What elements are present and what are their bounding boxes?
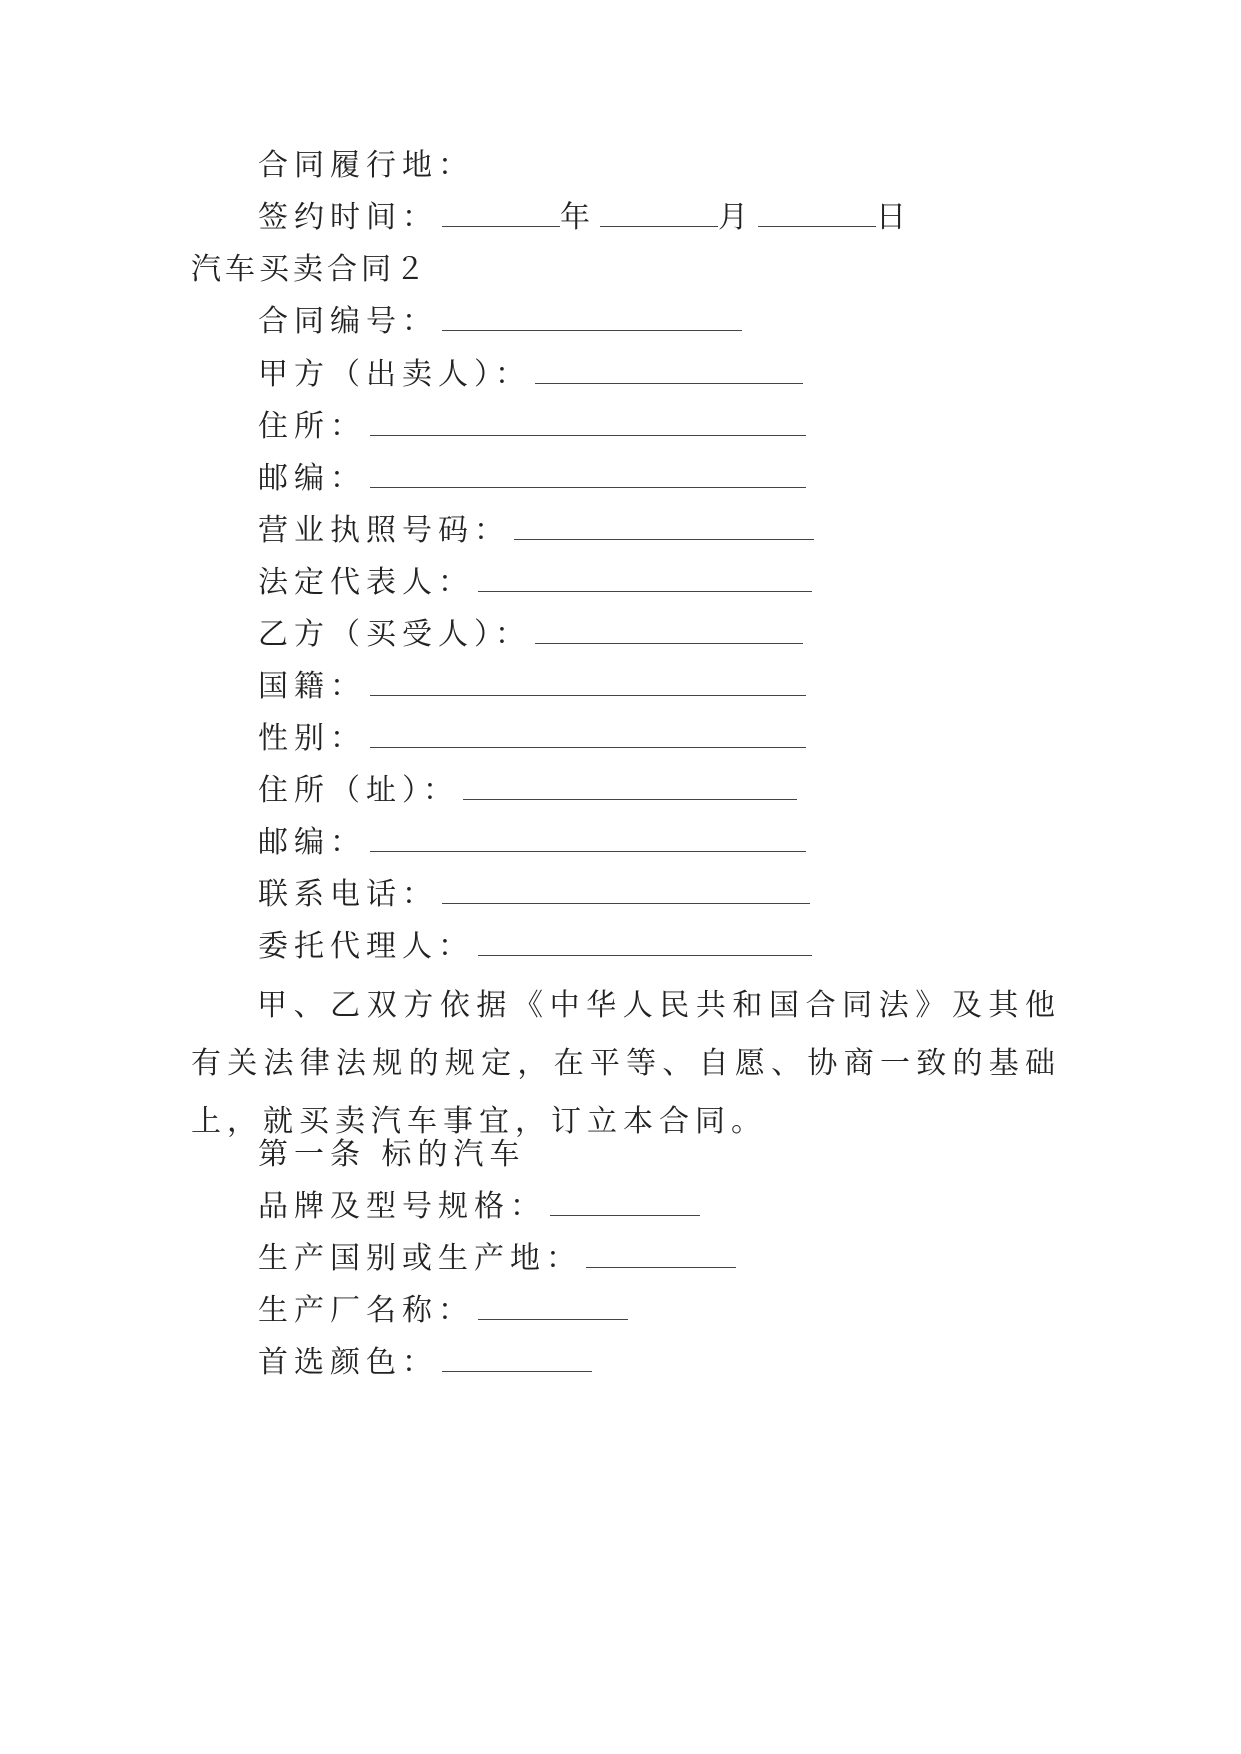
party-a-address-line [258,407,806,447]
party-b-postcode-label: 邮编： [258,825,366,860]
contract-no-blank[interactable] [442,302,742,331]
gender-line [258,719,806,759]
party-b-postcode-blank[interactable] [370,823,806,852]
origin-label: 生产国别或生产地： [258,1241,582,1276]
business-license-label: 营业执照号码： [258,513,510,548]
signing-month-blank[interactable] [600,198,718,227]
origin-line [258,1239,736,1279]
business-license-line [258,511,814,551]
agent-blank[interactable] [478,927,812,956]
nationality-blank[interactable] [370,667,806,696]
phone-blank[interactable] [442,875,810,904]
party-b-address-line [258,771,797,811]
contract-no-label: 合同编号： [258,304,438,339]
color-label: 首选颜色： [258,1345,438,1380]
contract-title [191,250,429,290]
origin-blank[interactable] [586,1239,736,1268]
gender-blank[interactable] [370,719,806,748]
manufacturer-blank[interactable] [478,1291,628,1320]
party-b-line [258,615,803,655]
article1-title [258,1135,526,1175]
preamble-paragraph: 甲、乙双方依据《中华人民共和国合同法》及其他有关法律法规的规定，在平等、自愿、协商一致的基础上，就买卖汽车事宜，订立本合同。 [191,988,1061,1139]
gender-label: 性别： [258,721,366,756]
business-license-blank[interactable] [514,511,814,540]
legal-rep-line [258,563,812,603]
party-b-address-blank[interactable] [463,771,797,800]
party-b-address-label: 住所（址）： [258,773,459,808]
party-b-label: 乙方（买受人）： [258,617,531,652]
agent-line [258,927,812,967]
color-blank[interactable] [442,1343,592,1372]
brand-model-line [258,1187,700,1227]
signing-time-line [258,198,912,238]
agent-label: 委托代理人： [258,929,474,964]
nationality-line [258,667,806,707]
party-b-postcode-line [258,823,806,863]
manufacturer-label: 生产厂名称： [258,1293,474,1328]
article1-title-text: 第一条 标的汽车 [258,1137,526,1172]
signing-day-blank[interactable] [758,198,876,227]
party-a-line [258,355,803,395]
year-label: 年 [560,200,596,235]
legal-rep-label: 法定代表人： [258,565,474,600]
nationality-label: 国籍： [258,669,366,704]
signing-time-label: 签约时间： [258,200,438,235]
phone-line [258,875,810,915]
contract-no-line [258,302,742,342]
party-b-blank[interactable] [535,615,803,644]
legal-rep-blank[interactable] [478,563,812,592]
color-line [258,1343,592,1383]
party-a-blank[interactable] [535,355,803,384]
brand-model-label: 品牌及型号规格： [258,1189,546,1224]
party-a-postcode-blank[interactable] [370,459,806,488]
performance-place-label: 合同履行地： [258,148,474,183]
signing-year-blank[interactable] [442,198,560,227]
party-a-address-blank[interactable] [370,407,806,436]
performance-place-line [258,146,474,186]
month-label: 月 [718,200,754,235]
brand-model-blank[interactable] [550,1187,700,1216]
party-a-label: 甲方（出卖人）： [258,357,531,392]
contract-title-text: 汽车买卖合同２ [191,252,429,287]
phone-label: 联系电话： [258,877,438,912]
manufacturer-line [258,1291,628,1331]
party-a-postcode-label: 邮编： [258,461,366,496]
party-a-postcode-line [258,459,806,499]
day-label: 日 [876,200,912,235]
party-a-address-label: 住所： [258,409,366,444]
